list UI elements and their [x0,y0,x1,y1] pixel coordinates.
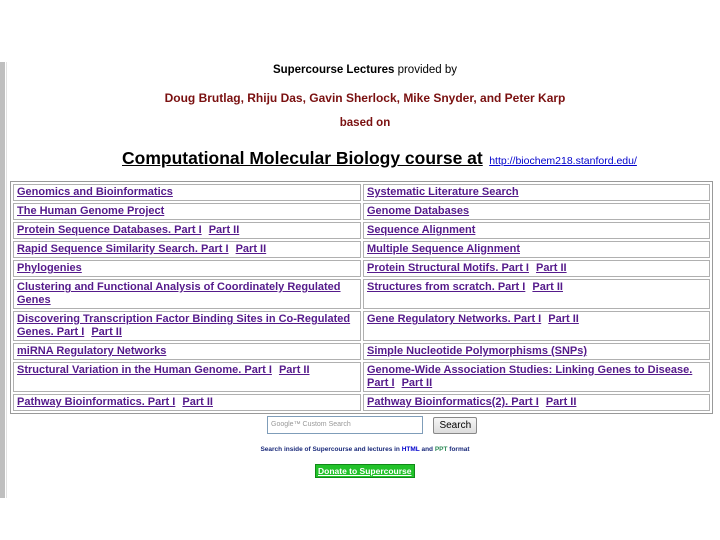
lecture-cell [13,343,361,360]
search-note-ppt[interactable]: PPT [434,446,448,453]
table-row [13,260,710,277]
lecture-link[interactable]: Multiple Sequence Alignment [367,243,520,255]
lecture-cell [363,241,710,258]
lecture-link[interactable]: Protein Structural Motifs. Part I [367,262,529,274]
supercourse-credit [0,64,720,76]
lecture-link[interactable]: Systematic Literature Search [367,186,519,198]
lecture-cell [363,184,710,201]
lecture-link[interactable]: Clustering and Functional Analysis of Coordinately Regulated Genes [17,281,341,306]
course-url-link[interactable]: http://biochem218.stanford.edu/ [489,155,637,167]
table-row [13,279,710,309]
lecture-link[interactable]: Sequence Alignment [367,224,476,236]
table-row [13,311,710,341]
lecture-part-link[interactable]: Part II [536,262,567,274]
lecture-link[interactable]: Genome Databases [367,205,470,217]
lecture-link[interactable]: Gene Regulatory Networks. Part I [367,313,542,325]
table-row [13,184,710,201]
lecture-cell [13,222,361,239]
lecture-link[interactable]: Genome-Wide Association Studies: Linking Genes to Disease. Part I [367,364,693,389]
table-row [13,394,710,411]
lecture-part-link[interactable]: Part II [548,313,579,325]
search-input[interactable]: Google™ Custom Search [267,416,423,434]
lecture-part-link[interactable]: Part II [545,396,577,408]
lecture-cell [363,343,710,360]
search-area [267,416,477,434]
lecture-link[interactable]: Pathway Bioinformatics. Part I [17,396,176,408]
lecture-cell [363,203,710,220]
search-note-html[interactable]: HTML [401,446,420,453]
lecture-link[interactable]: Structural Variation in the Human Genome. Part I [17,364,272,376]
lecture-cell [363,260,710,277]
lecture-cell [363,222,710,239]
lecture-cell [13,311,361,341]
lecture-link[interactable]: Pathway Bioinformatics(2). Part I [367,396,539,408]
lecture-link[interactable]: Genomics and Bioinformatics [17,186,173,198]
table-row [13,222,710,239]
lecture-part-link[interactable]: Part II [401,377,433,389]
lecture-link[interactable]: Discovering Transcription Factor Binding Sites in Co-Regulated Genes. Part I [17,313,351,338]
lecture-link[interactable]: Simple Nucleotide Polymorphisms (SNPs) [367,345,588,357]
authors-line: Doug Brutlag, Rhiju Das, Gavin Sherlock, Mike Snyder, and Peter Karp [164,91,566,105]
lecture-link[interactable]: Structures from scratch. Part I [367,281,526,293]
lecture-cell [13,279,361,309]
lecture-link[interactable]: miRNA Regulatory Networks [17,345,167,357]
lecture-cell [363,362,710,392]
lectures-table [10,181,713,414]
lecture-link[interactable]: Rapid Sequence Similarity Search. Part I [17,243,229,255]
lecture-cell [13,184,361,201]
table-row [13,362,710,392]
lecture-part-link[interactable]: Part II [532,281,563,293]
lecture-cell [13,203,361,220]
based-on-label: based on [339,117,391,129]
table-row [13,203,710,220]
search-button[interactable]: Search [433,417,477,434]
donate-button[interactable]: Donate to Supercourse [315,464,415,478]
search-note-suffix: format [449,446,470,453]
table-row [13,343,710,360]
supercourse-lectures-label: Supercourse Lectures [272,64,395,76]
course-title-text: Computational Molecular Biology course at [122,148,483,168]
lecture-cell [13,394,361,411]
lecture-link[interactable]: Protein Sequence Databases. Part I [17,224,202,236]
lecture-cell [13,241,361,258]
lecture-link[interactable]: Phylogenies [17,262,82,274]
search-note-prefix: Search inside of Supercourse and lectures in [260,446,400,453]
lecture-part-link[interactable]: Part II [91,326,122,338]
lecture-link[interactable]: The Human Genome Project [17,205,165,217]
table-row [13,241,710,258]
lecture-part-link[interactable]: Part II [235,243,267,255]
lecture-cell [363,394,710,411]
course-title [122,148,637,169]
search-note-and: and [421,446,434,453]
search-note [0,446,720,453]
lecture-cell [13,362,361,392]
lecture-part-link[interactable]: Part II [278,364,310,376]
lecture-part-link[interactable]: Part II [208,224,240,236]
lecture-cell [363,279,710,309]
provided-by-label: provided by [397,64,458,76]
lecture-cell [13,260,361,277]
lecture-part-link[interactable]: Part II [182,396,213,408]
lecture-cell [363,311,710,341]
